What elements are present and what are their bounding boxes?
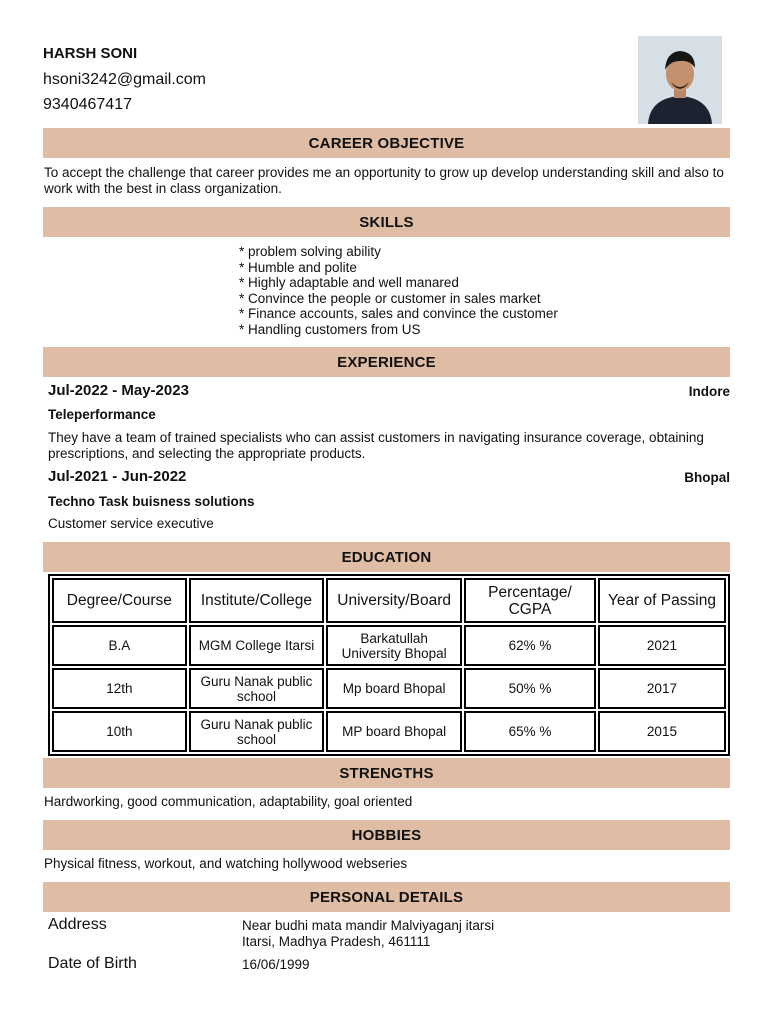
phone-text: 9340467417 [43, 96, 132, 113]
education-table [48, 574, 730, 756]
strengths-text: Hardworking, good communication, adaptability, goal oriented [44, 794, 413, 809]
experience-company: Teleperformance [48, 407, 156, 422]
skill-item: * Finance accounts, sales and convince the customer [239, 306, 558, 322]
table-cell: 10th [52, 711, 187, 752]
experience-company: Techno Task buisness solutions [48, 494, 255, 509]
column-header: University/Board [326, 578, 462, 623]
experience-dates: Jul-2022 - May-2023 [48, 382, 189, 399]
hobbies-text: Physical fitness, workout, and watching hollywood webseries [44, 856, 408, 871]
dob-label: Date of Birth [48, 955, 137, 972]
column-header: Institute/College [189, 578, 325, 623]
profile-photo [638, 36, 722, 124]
table-cell: 2015 [598, 711, 726, 752]
skills-list [239, 244, 558, 338]
table-cell: Guru Nanak public school [189, 668, 325, 709]
experience-description: They have a team of trained specialists who can assist customers in navigating insurance coverage, obtaining prescriptions, and selecting the appropriate products. [48, 430, 704, 461]
address-label: Address [48, 916, 107, 933]
skill-item: * Handling customers from US [239, 321, 421, 337]
address-line-2: Itarsi, Madhya Pradesh, 461111 [242, 934, 431, 949]
career-objective-text: To accept the challenge that career provides me an opportunity to grow up develop understanding skill and also to work with the best in class organization. [44, 165, 724, 196]
table-cell: 62% % [464, 625, 596, 666]
skills-header: SKILLS [43, 207, 730, 237]
table-cell: 2021 [598, 625, 726, 666]
dob-value: 16/06/1999 [242, 957, 310, 972]
education-header: EDUCATION [43, 542, 730, 572]
table-cell: 12th [52, 668, 187, 709]
skill-item: * Highly adaptable and well manared [239, 275, 459, 291]
table-row [52, 711, 726, 752]
table-cell: Barkatullah University Bhopal [326, 625, 462, 666]
candidate-name: HARSH SONI [43, 45, 138, 62]
table-row [52, 625, 726, 666]
person-photo-icon [638, 36, 722, 124]
experience-location: Bhopal [684, 470, 730, 485]
table-header-row [52, 578, 726, 623]
experience-header: EXPERIENCE [43, 347, 730, 377]
career-objective-header: CAREER OBJECTIVE [43, 128, 730, 158]
table-cell: B.A [52, 625, 187, 666]
personal-details-header: PERSONAL DETAILS [43, 882, 730, 912]
hobbies-header: HOBBIES [43, 820, 730, 850]
experience-description: Customer service executive [48, 516, 214, 531]
table-cell: MP board Bhopal [326, 711, 462, 752]
table-cell: Mp board Bhopal [326, 668, 462, 709]
table-cell: 65% % [464, 711, 596, 752]
table-cell: Guru Nanak public school [189, 711, 325, 752]
skill-item: * Convince the people or customer in sales market [239, 290, 541, 306]
strengths-header: STRENGTHS [43, 758, 730, 788]
table-cell: 50% % [464, 668, 596, 709]
experience-location: Indore [688, 384, 730, 399]
address-line-1: Near budhi mata mandir Malviyaganj itarsi [242, 918, 495, 933]
column-header: Year of Passing [598, 578, 726, 623]
skill-item: * Humble and polite [239, 259, 357, 275]
experience-dates: Jul-2021 - Jun-2022 [48, 468, 187, 485]
column-header: Percentage/ CGPA [464, 578, 596, 623]
column-header: Degree/Course [52, 578, 187, 623]
email-text: hsoni3242@gmail.com [43, 71, 206, 88]
table-cell: 2017 [598, 668, 726, 709]
skill-item: * problem solving ability [239, 244, 381, 259]
table-cell: MGM College Itarsi [189, 625, 325, 666]
table-row [52, 668, 726, 709]
